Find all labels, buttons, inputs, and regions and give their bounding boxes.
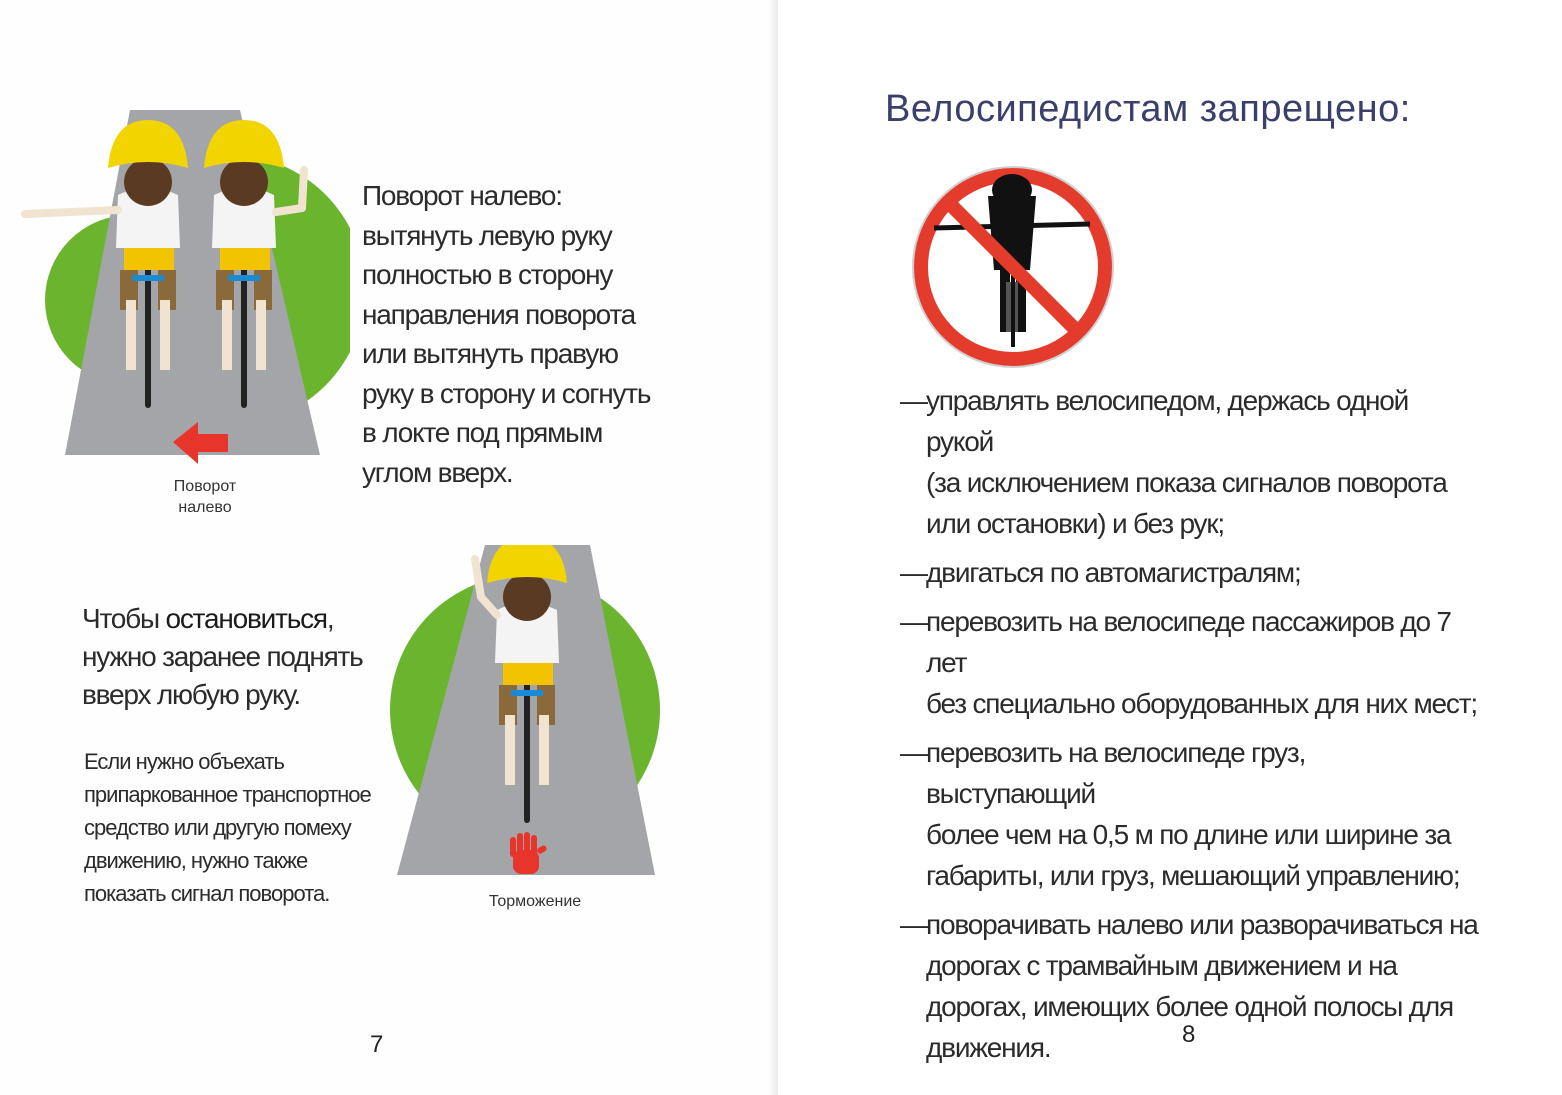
instruction-line: углом вверх. bbox=[362, 456, 513, 488]
list-dash: — bbox=[900, 385, 927, 416]
rule-line: или остановки) и без рук; bbox=[926, 508, 1224, 539]
list-item bbox=[900, 552, 1480, 593]
stop-line: вверх любую руку. bbox=[82, 679, 300, 710]
prohibited-actions-list bbox=[900, 380, 1480, 1076]
right-page bbox=[778, 0, 1562, 1095]
caption-line: налево bbox=[178, 499, 232, 516]
instruction-line: направления поворота bbox=[362, 298, 636, 330]
turn-left-instructions bbox=[362, 176, 662, 492]
rule-line: поворачивать налево или разворачиваться на bbox=[926, 909, 1478, 940]
detour-text-part: Если нужно bbox=[84, 749, 199, 774]
list-item bbox=[900, 380, 1480, 544]
instruction-line: в локте под прямым bbox=[362, 417, 603, 448]
instruction-line: полностью в сторону bbox=[362, 259, 613, 290]
page-heading: Велосипедистам запрещено: bbox=[885, 88, 1411, 130]
caption-line: Поворот bbox=[173, 478, 237, 495]
detour-line bbox=[84, 745, 394, 778]
detour-instructions bbox=[84, 745, 394, 910]
stop-line bbox=[82, 600, 382, 638]
instruction-line: или вытянуть правую bbox=[362, 338, 618, 369]
braking-illustration bbox=[385, 545, 665, 890]
turn-left-caption bbox=[150, 476, 260, 518]
rule-line: движения. bbox=[926, 1032, 1051, 1063]
rule-line: без специально оборудованных для них мест; bbox=[926, 688, 1477, 719]
list-dash: — bbox=[900, 737, 927, 768]
stop-instructions bbox=[82, 600, 382, 714]
rule-line: габариты, или груз, мешающий управлению; bbox=[926, 860, 1460, 891]
left-page bbox=[0, 0, 778, 1095]
rule-line: двигаться по автомагистралям; bbox=[926, 557, 1301, 588]
stop-text-part: Чтобы bbox=[82, 603, 166, 634]
detour-line: показать сигнал поворота. bbox=[84, 881, 330, 906]
rule-line: (за исключением показа сигналов поворота bbox=[926, 467, 1447, 498]
detour-line: средство или другую помеху bbox=[84, 815, 351, 840]
rule-line: перевозить на велосипеде груз, выступающий bbox=[926, 737, 1306, 809]
rule-line: управлять велосипедом, держась одной рукой bbox=[926, 385, 1409, 457]
left-turn-illustration bbox=[20, 100, 350, 480]
stop-keyword: остановиться bbox=[165, 603, 327, 634]
rule-line: дорогах с трамвайным движением и на bbox=[926, 950, 1397, 981]
instruction-line: вытянуть левую руку bbox=[362, 219, 612, 251]
rule-line: перевозить на велосипеде пассажиров до 7 лет bbox=[926, 606, 1451, 678]
detour-line: движению, нужно также bbox=[84, 848, 308, 873]
list-dash: — bbox=[900, 606, 927, 637]
list-dash: — bbox=[900, 557, 927, 588]
list-item bbox=[900, 601, 1480, 724]
prohibition-sign-icon bbox=[908, 162, 1118, 372]
instruction-line: руку в сторону и согнуть bbox=[362, 377, 651, 409]
list-dash: — bbox=[900, 909, 927, 940]
stop-line: нужно заранее поднять bbox=[82, 641, 363, 672]
stop-text-part: , bbox=[326, 603, 334, 634]
detour-keyword: объехать bbox=[198, 749, 284, 774]
braking-caption: Торможение bbox=[488, 893, 582, 910]
detour-line: припаркованное транспортное bbox=[84, 782, 371, 807]
page-number: 7 bbox=[370, 1031, 384, 1058]
list-item bbox=[900, 732, 1480, 896]
page-number: 8 bbox=[1182, 1021, 1196, 1048]
rule-line: более чем на 0,5 м по длине или ширине за bbox=[926, 819, 1451, 850]
rule-line: дорогах, имеющих более одной полосы для bbox=[926, 991, 1453, 1022]
turn-left-title: Поворот налево: bbox=[362, 180, 562, 211]
